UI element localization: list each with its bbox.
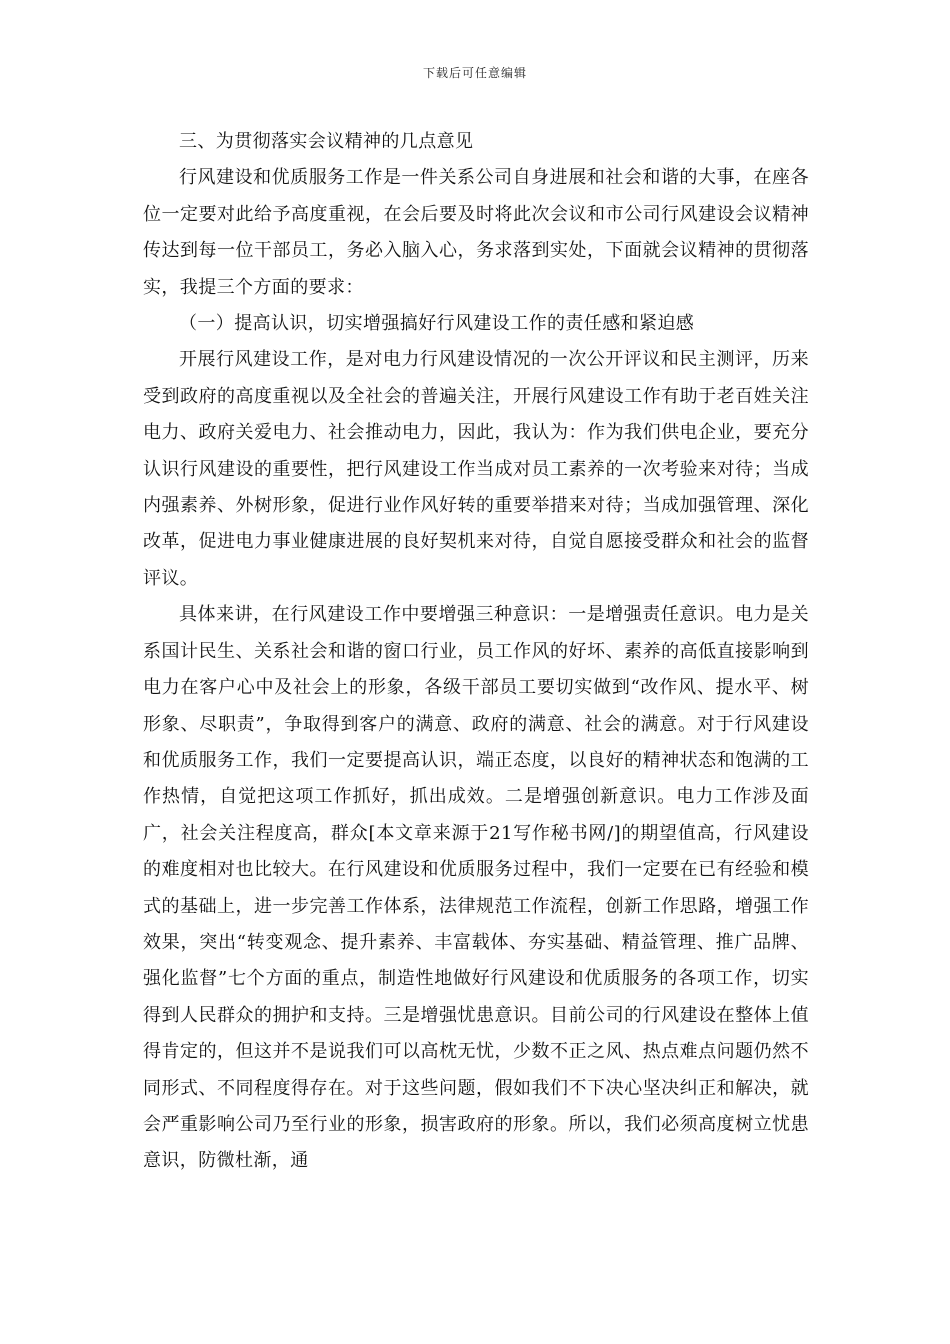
paragraph-intro: 行风建设和优质服务工作是一件关系公司自身进展和社会和谐的大事，在座各位一定要对此给予高度重视，在会后要及时将此次会议和市公司行风建设会议精神传达到每一位干部员工，务必入脑入心，务求落到实处，下面就会议精神的贯彻落实，我提三个方面的要求： xyxy=(143,167,809,298)
header-note: 下载后可任意编辑 xyxy=(422,66,527,80)
paragraph-three-consciousness: 具体来讲，在行风建设工作中要增强三种意识：一是增强责任意识。电力是关系国计民生、关系社会和谐的窗口行业，员工作风的好坏、素养的高低直接影响到电力在客户心中及社会上的形象，各级干部员工要切实做到“改作风、提水平、树形象、尽职责”，争取得到客户的满意、政府的满意、社会的满意。对于行风建设和优质服务工作，我们一定要提高认识，端正态度，以良好的精神状态和饱满的工作热情，自觉把这项工作抓好，抓出成效。二是增强创新意识。电力工作涉及面广，社会关注程度高，群众[本文章来源于21写作秘书网/]的期望值高，行风建设的难度相对也比较大。在行风建设和优质服务过程中，我们一定要在已有经验和模式的基础上，进一步完善工作体系，法律规范工作流程，创新工作思路，增强工作效果，突出“转变观念、提升素养、丰富载体、夯实基础、精益管理、推广品牌、强化监督”七个方面的重点，制造性地做好行风建设和优质服务的各项工作，切实得到人民群众的拥护和支持。三是增强忧患意识。目前公司的行风建设在整体上值得肯定的，但这并不是说我们可以高枕无忧，少数不正之风、热点难点问题仍然不同形式、不同程度得存在。对于这些问题，假如我们不下决心坚决纠正和解决，就会严重影响公司乃至行业的形象，损害政府的形象。所以，我们必须高度树立忧患意识，防微杜渐，通 xyxy=(143,604,809,1172)
subheading-1: （一）提高认识，切实增强搞好行风建设工作的责任感和紧迫感 xyxy=(179,313,695,335)
document-body xyxy=(143,124,809,1180)
section-title: 三、为贯彻落实会议精神的几点意见 xyxy=(179,131,474,152)
paragraph-awareness: 开展行风建设工作，是对电力行风建设情况的一次公开评议和民主测评，历来受到政府的高度重视以及全社会的普遍关注，开展行风建设工作有助于老百姓关注电力、政府关爱电力、社会推动电力，因此，我认为：作为我们供电企业，要充分认识行风建设的重要性，把行风建设工作当成对员工素养的一次考验来对待；当成内强素养、外树形象，促进行业作风好转的重要举措来对待；当成加强管理、深化改革，促进电力事业健康进展的良好契机来对待，自觉自愿接受群众和社会的监督评议。 xyxy=(143,349,809,589)
